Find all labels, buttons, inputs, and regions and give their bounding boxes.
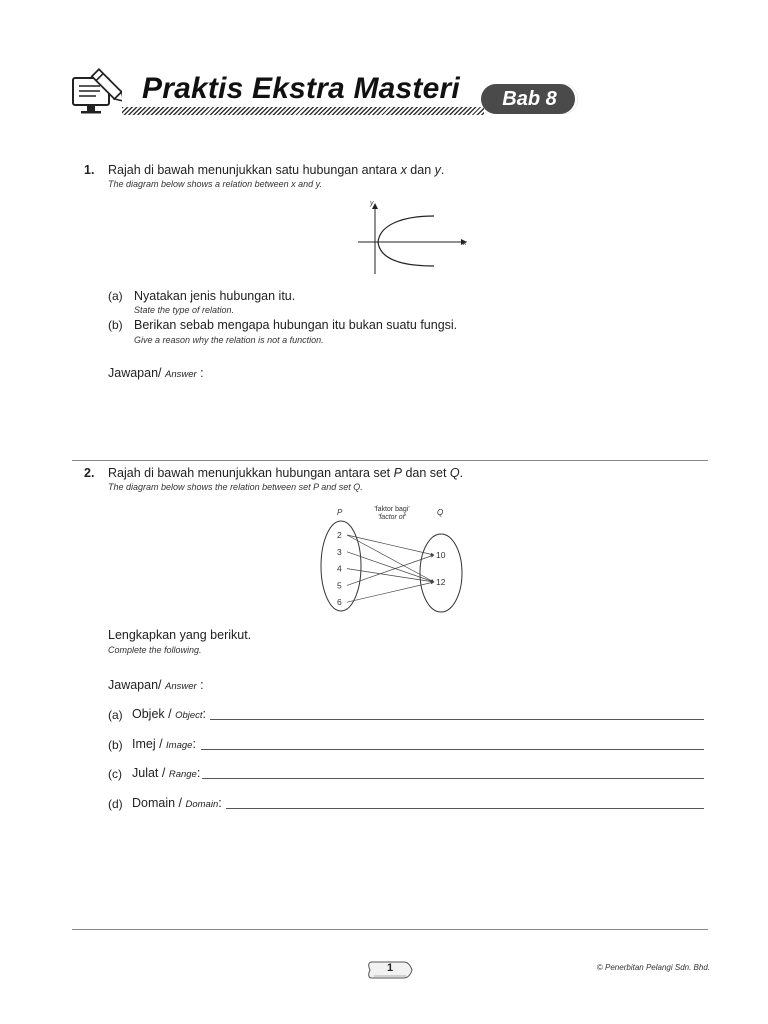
fill-line-object[interactable] — [210, 719, 704, 720]
q1-var-x: x — [400, 163, 407, 177]
q1-part-b-label: (b) — [108, 318, 123, 332]
set-p-element-2: 2 — [337, 530, 342, 540]
question-2-stem-ms — [108, 466, 463, 480]
fill-item-b-colon: : — [192, 737, 196, 751]
fill-item-b-ms: Imej / — [132, 737, 167, 751]
fill-item-b-text — [132, 737, 196, 751]
chapter-badge: Bab 8 — [481, 84, 578, 114]
set-q-elements — [436, 550, 446, 587]
set-p-element-6: 6 — [337, 597, 342, 608]
fill-item-b-label: (b) — [108, 738, 123, 752]
fill-item-c-colon: : — [196, 766, 201, 780]
question-1-number: 1. — [84, 163, 95, 177]
q2-answer-label — [108, 678, 204, 692]
page-number: 1 — [386, 962, 394, 974]
q1-answer-en: Answer — [164, 369, 197, 380]
set-p-element-3: 3 — [337, 546, 342, 557]
fill-line-domain[interactable] — [226, 808, 704, 809]
monitor-pencil-icon — [70, 64, 122, 118]
set-p-label: P — [337, 508, 343, 517]
section-divider — [72, 460, 708, 461]
fill-item-c-ms: Julat / — [132, 766, 169, 780]
set-q-ellipse — [420, 534, 462, 612]
q1-answer-ms: Jawapan/ — [108, 366, 165, 380]
fill-item-c-label: (c) — [108, 767, 122, 781]
arrow-6-to-12 — [347, 582, 434, 602]
page-title: Praktis Ekstra Masteri — [142, 72, 460, 105]
fill-line-image[interactable] — [201, 749, 704, 750]
q2-stem-text-mid: dan set — [401, 466, 450, 480]
title-underline-stripe — [122, 107, 484, 115]
q2-answer-ms: Jawapan/ — [108, 678, 165, 692]
q1-part-a-en: State the type of relation. — [134, 305, 235, 315]
graph-x-label: x — [463, 240, 467, 247]
q1-stem-text: Rajah di bawah menunjukkan satu hubungan antara — [108, 163, 401, 177]
q2-answer-en: Answer — [164, 681, 197, 692]
question-2-stem-en: The diagram below shows the relation between set P and set Q. — [108, 482, 363, 492]
q2-instruction-ms: Lengkapkan yang berikut. — [108, 628, 252, 642]
copyright-text: © Penerbitan Pelangi Sdn. Bhd. — [596, 963, 710, 972]
q1-var-y: y — [434, 163, 441, 177]
q1-part-b-en: Give a reason why the relation is not a function. — [134, 335, 324, 345]
question-2-number: 2. — [84, 466, 95, 480]
fill-line-range[interactable] — [202, 778, 704, 779]
fill-item-d-label: (d) — [108, 797, 123, 811]
fill-item-a-text — [132, 707, 206, 721]
q2-set-p: P — [393, 466, 402, 480]
fill-item-d-colon: : — [218, 796, 222, 810]
fill-item-a-ms: Objek / — [132, 707, 176, 721]
fill-item-d-en: Domain — [185, 799, 219, 810]
q1-answer-colon: : — [196, 366, 204, 380]
question-1-stem-en: The diagram below shows a relation between x and y. — [108, 179, 322, 189]
relation-label-en: 'factor of' — [378, 514, 406, 521]
fill-item-c-en: Range — [168, 769, 197, 780]
fill-item-d-text — [132, 796, 222, 810]
arrow-diagram — [310, 500, 470, 616]
q1-part-a-ms: Nyatakan jenis hubungan itu. — [134, 289, 296, 303]
question-1-stem-ms — [108, 163, 444, 177]
fill-item-a-en: Object — [175, 710, 203, 721]
fill-item-a-colon: : — [202, 707, 207, 721]
set-p-element-5: 5 — [337, 580, 342, 591]
q2-answer-colon: : — [196, 678, 204, 692]
relation-label-ms: 'faktor bagi' — [374, 506, 410, 513]
q2-set-q: Q — [449, 466, 460, 480]
set-q-element-10: 10 — [436, 550, 446, 560]
q2-instruction-en: Complete the following. — [108, 645, 202, 655]
q1-stem-text-mid: dan — [406, 163, 435, 177]
fill-item-b-en: Image — [166, 740, 193, 751]
fill-item-d-ms: Domain / — [132, 796, 186, 810]
q2-stem-text-end: . — [459, 466, 464, 480]
arrow-5-to-10 — [347, 555, 434, 585]
set-p-elements — [337, 530, 342, 607]
q1-stem-text-end: . — [440, 163, 445, 177]
q2-stem-text: Rajah di bawah menunjukkan hubungan antara set — [108, 466, 394, 480]
q1-answer-label — [108, 366, 204, 380]
relation-curve — [378, 216, 434, 266]
q1-part-b-ms: Berikan sebab mengapa hubungan itu bukan suatu fungsi. — [134, 318, 458, 332]
set-q-label: Q — [437, 508, 444, 517]
graph-y-label: y — [370, 200, 374, 207]
set-p-element-4: 4 — [337, 563, 342, 574]
relation-graph — [350, 196, 475, 278]
q1-part-a-label: (a) — [108, 289, 123, 303]
arrows-layer — [347, 535, 434, 602]
set-q-element-12: 12 — [436, 577, 446, 587]
footer-rule — [72, 929, 708, 930]
fill-item-a-label: (a) — [108, 708, 123, 722]
fill-item-c-text — [132, 766, 200, 780]
